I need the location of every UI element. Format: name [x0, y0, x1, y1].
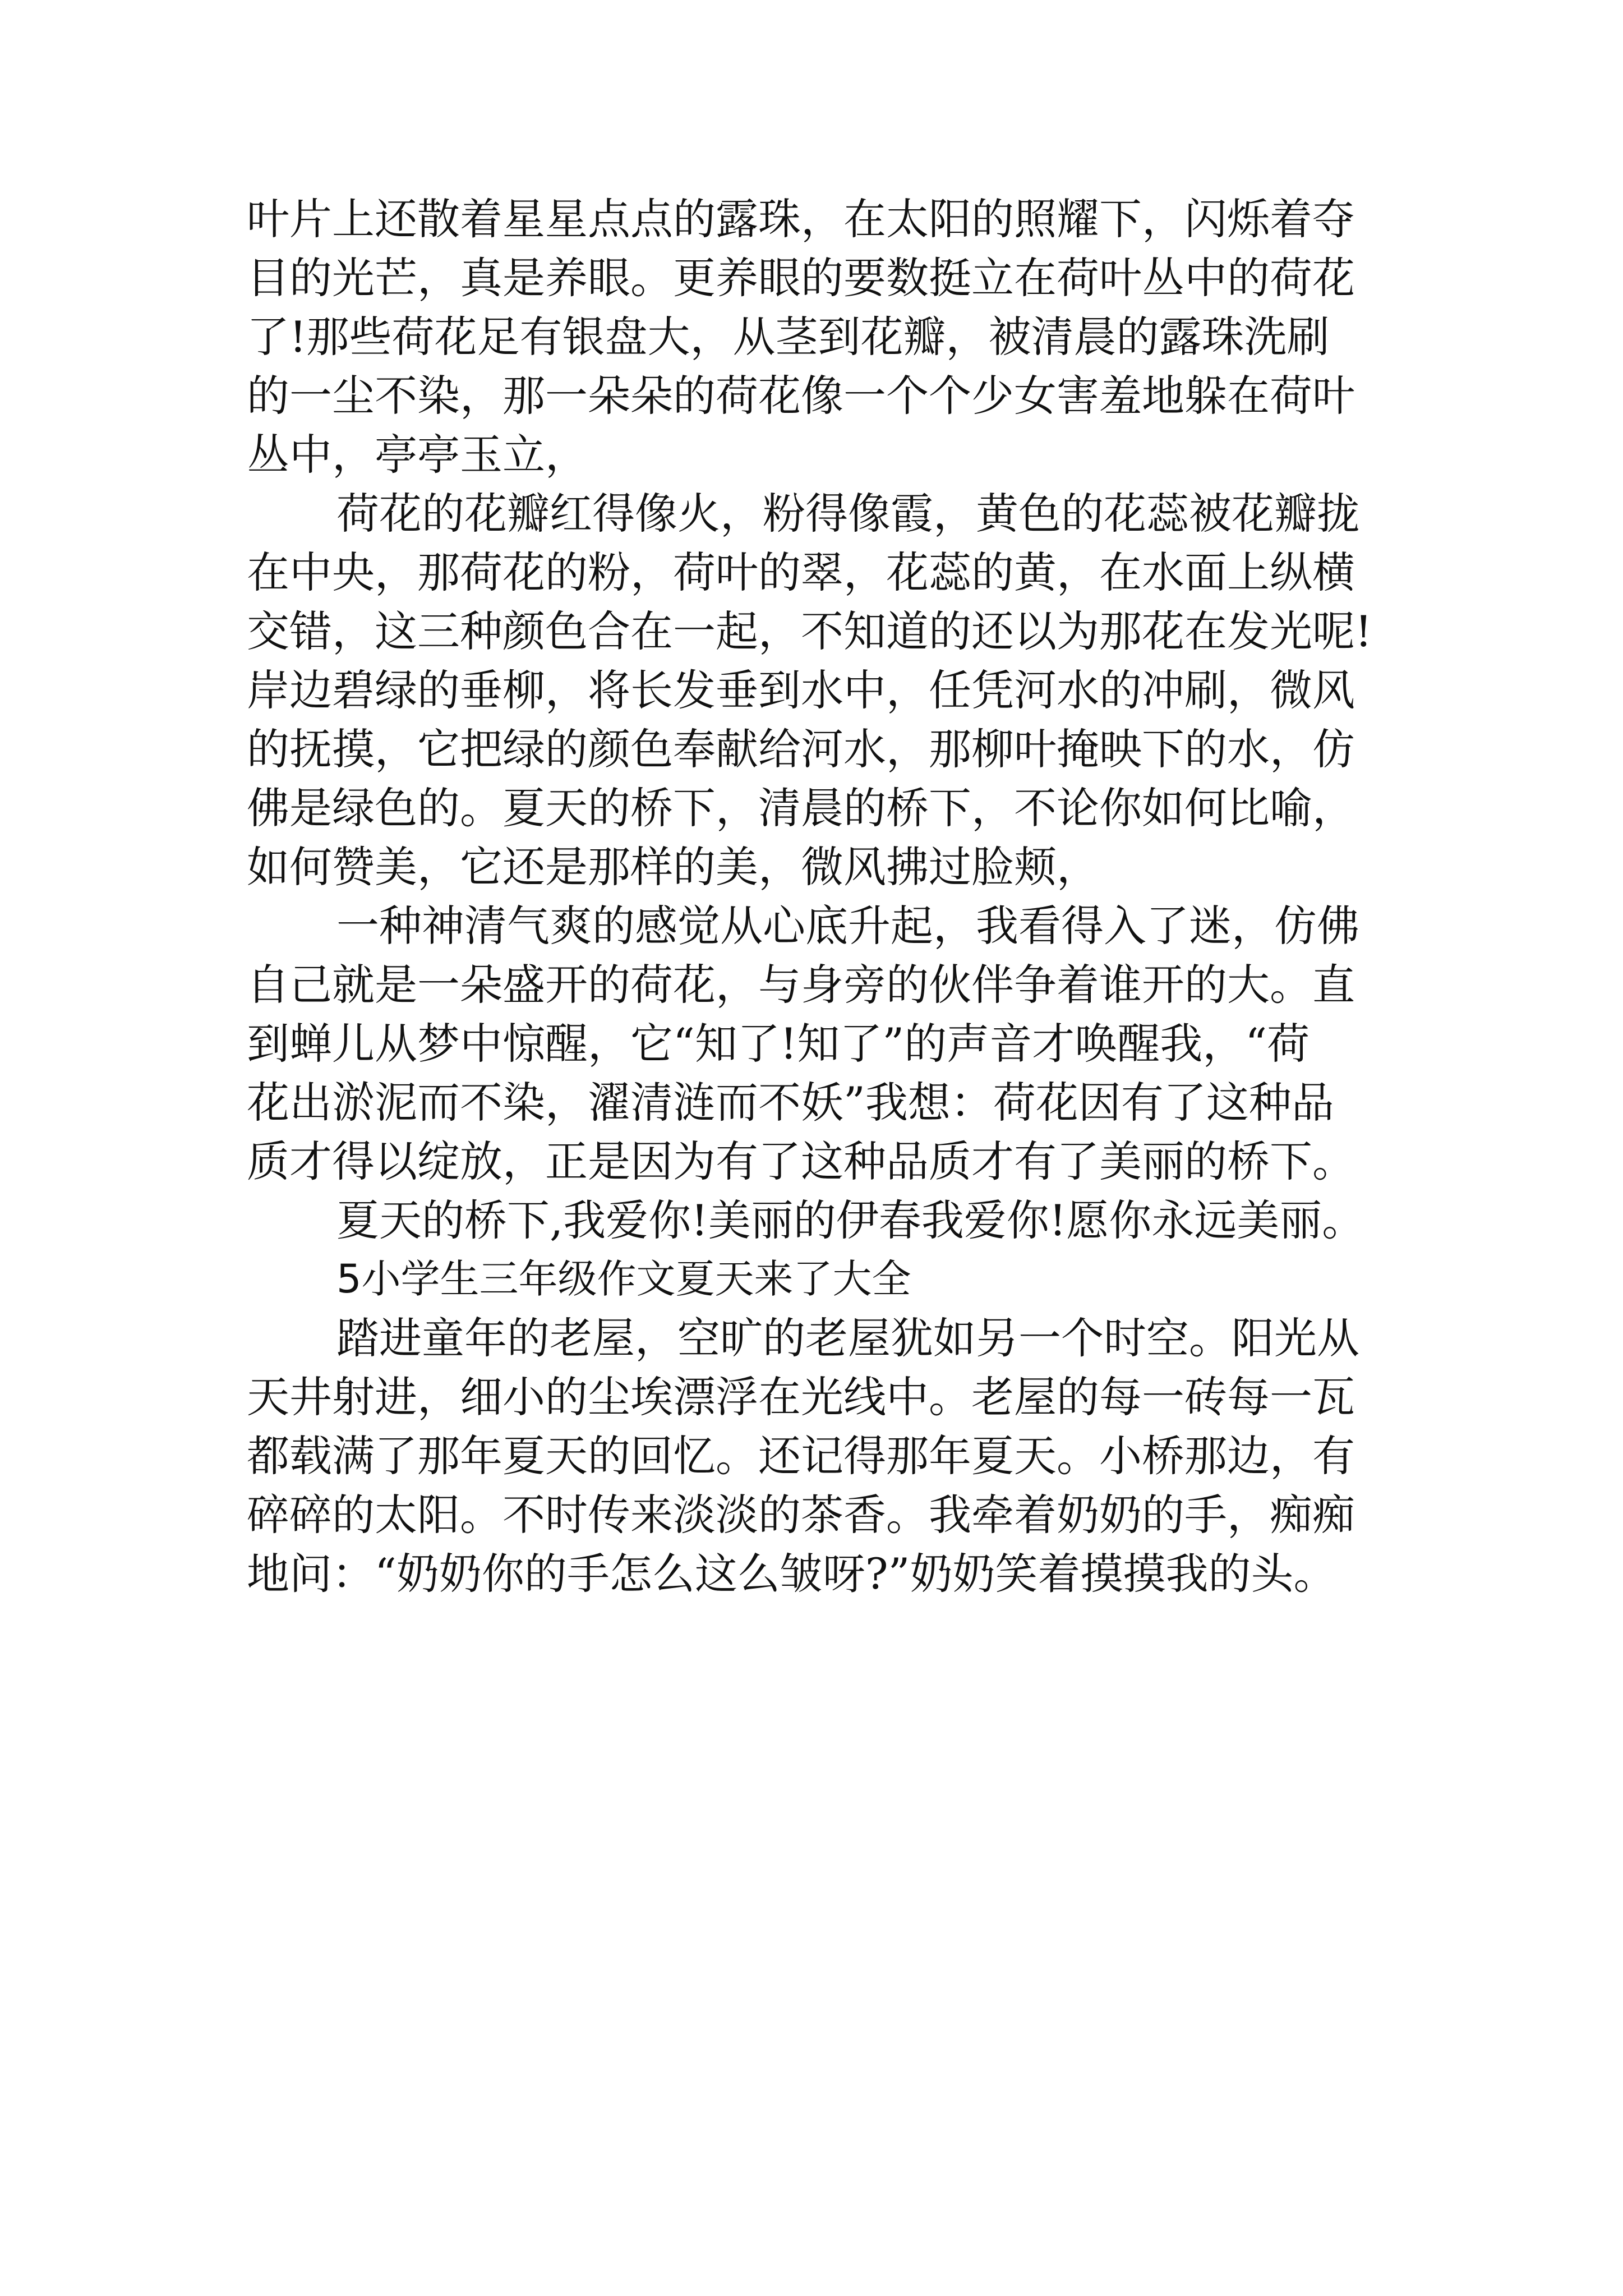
- paragraph-line: 天井射进，细小的尘埃漂浮在光线中。老屋的每一砖每一瓦: [247, 1372, 1355, 1422]
- paragraph-line: 交错，这三种颜色合在一起，不知道的还以为那花在发光呢!: [247, 606, 1372, 656]
- paragraph-line: 碎碎的太阳。不时传来淡淡的茶香。我牵着奶奶的手，痴痴: [247, 1490, 1355, 1540]
- paragraph-line: 的一尘不染，那一朵朵的荷花像一个个少女害羞地躲在荷叶: [247, 371, 1355, 421]
- paragraph-line: 地问：“奶奶你的手怎么这么皱呀?”奶奶笑着摸摸我的头。: [247, 1549, 1336, 1599]
- paragraph-line: 了!那些荷花足有银盘大，从茎到花瓣，被清晨的露珠洗刷: [247, 312, 1330, 362]
- paragraph-line: 叶片上还散着星星点点的露珠，在太阳的照耀下，闪烁着夺: [247, 194, 1355, 244]
- paragraph-line: 到蝉儿从梦中惊醒，它“知了!知了”的声音才唤醒我，“荷: [247, 1019, 1310, 1069]
- paragraph-line: 一种神清气爽的感觉从心底升起，我看得入了迷，仿佛: [336, 901, 1359, 951]
- paragraph-line: 佛是绿色的。夏天的桥下，清晨的桥下，不论你如何比喻，: [247, 783, 1355, 833]
- paragraph-line: 质才得以绽放，正是因为有了这种品质才有了美丽的桥下。: [247, 1137, 1355, 1186]
- paragraph-line: 夏天的桥下,我爱你!美丽的伊春我爱你!愿你永远美丽。: [336, 1195, 1365, 1245]
- paragraph-line: 的抚摸，它把绿的颜色奉献给河水，那柳叶掩映下的水，仿: [247, 724, 1355, 774]
- paragraph-line: 荷花的花瓣红得像火，粉得像霞，黄色的花蕊被花瓣拢: [336, 489, 1359, 539]
- section-heading: 5小学生三年级作文夏天来了大全: [336, 1256, 911, 1302]
- paragraph-line: 目的光芒，真是养眼。更养眼的要数挺立在荷叶丛中的荷花: [247, 253, 1355, 303]
- paragraph-line: 自己就是一朵盛开的荷花，与身旁的伙伴争着谁开的大。直: [247, 960, 1355, 1010]
- paragraph-line: 都载满了那年夏天的回忆。还记得那年夏天。小桥那边，有: [247, 1431, 1355, 1481]
- paragraph-line: 丛中，亭亭玉立，: [247, 430, 588, 480]
- paragraph-line: 岸边碧绿的垂柳，将长发垂到水中，任凭河水的冲刷，微风: [247, 665, 1355, 715]
- paragraph-line: 踏进童年的老屋，空旷的老屋犹如另一个时空。阳光从: [336, 1313, 1359, 1363]
- paragraph-line: 花出淤泥而不染，濯清涟而不妖”我想：荷花因有了这种品: [247, 1078, 1334, 1128]
- paragraph-line: 在中央，那荷花的粉，荷叶的翠，花蕊的黄，在水面上纵横: [247, 547, 1355, 597]
- document-body: [247, 190, 1391, 1603]
- paragraph-line: 如何赞美，它还是那样的美，微风拂过脸颊，: [247, 842, 1099, 892]
